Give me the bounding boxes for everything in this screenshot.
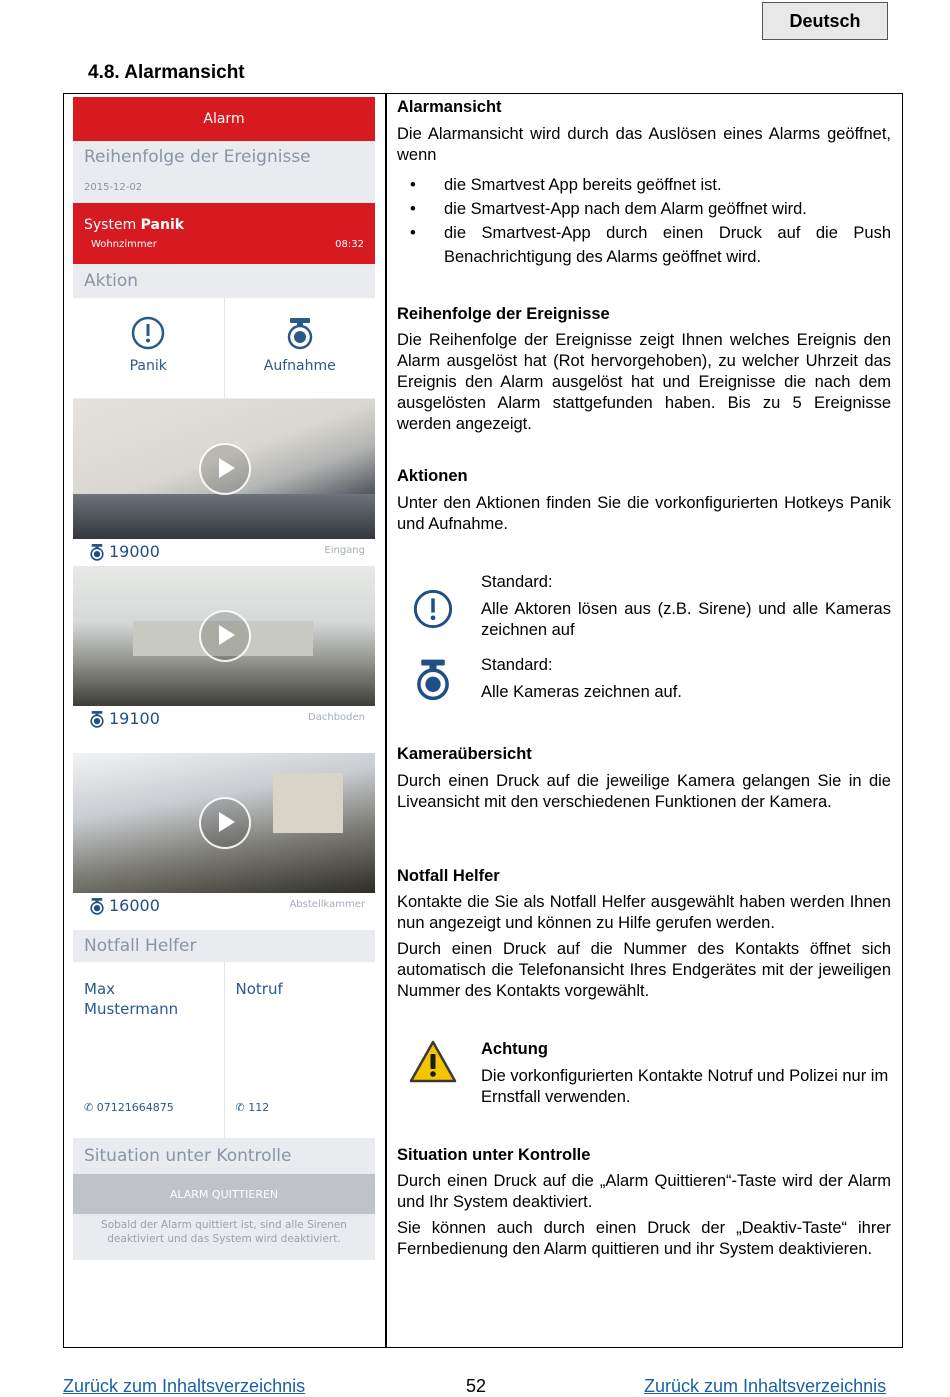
contact-name: Notruf — [235, 980, 283, 998]
section-title: 4.8. Alarmansicht — [88, 62, 245, 83]
warning-body: Die vorkonfigurierten Kontakte Notruf und Polizei nur im Ernstfall verwenden. — [481, 1067, 889, 1106]
phone-icon: ✆ — [235, 1101, 245, 1114]
alarm-bullets — [397, 173, 891, 269]
camera-icon — [88, 709, 106, 729]
alarm-intro: Die Alarmansicht wird durch das Auslösen eines Alarms geöffnet, wenn — [397, 125, 891, 164]
situation-body-1: Durch einen Druck auf die „Alarm Quittieren“-Taste wird der Alarm und Ihr System deaktiviert. — [397, 1172, 891, 1211]
contact-name: Max Mustermann — [84, 980, 179, 1018]
sequence-heading: Reihenfolge der Ereignisse — [397, 305, 610, 323]
page-number: 52 — [466, 1376, 487, 1396]
camera-info-19100[interactable] — [73, 706, 375, 733]
column-divider — [385, 93, 387, 1348]
camera-icon — [283, 316, 317, 350]
camera-heading: Kameraübersicht — [397, 745, 532, 763]
contact-phone-link[interactable]: ✆ 112 — [235, 1101, 270, 1114]
alarm-title-bar: Alarm — [73, 97, 375, 141]
back-to-toc-link-left[interactable]: Zurück zum Inhaltsverzeichnis — [63, 1376, 306, 1396]
contact-phone-link[interactable]: ✆ 07121664875 — [84, 1101, 174, 1114]
alarm-event-row[interactable] — [73, 203, 375, 264]
record-standard-label: Standard: — [481, 656, 553, 674]
camera-info-19000[interactable] — [73, 539, 375, 566]
bullet-item: • die Smartvest App bereits geöffnet ist. — [397, 173, 891, 197]
helper-body-1: Kontakte die Sie als Notfall Helfer ausgewählt haben werden Ihnen nun angezeigt und können zu Hilfe gerufen werden. — [397, 893, 891, 932]
bullet-item: • die Smartvest-App nach dem Alarm geöffnet wird. — [397, 197, 891, 221]
event-title: System Panik — [84, 217, 185, 233]
event-time: 08:32 — [335, 239, 364, 250]
camera-icon — [88, 542, 106, 562]
actions-heading: Aktionen — [397, 467, 468, 485]
ack-note: Sobald der Alarm quittiert ist, sind alle Sirenen deaktiviert und das System wird deaktiviert. — [73, 1214, 375, 1260]
panik-standard-label: Standard: — [481, 573, 553, 591]
alarm-heading: Alarmansicht — [397, 98, 502, 116]
alarm-screen-mockup — [73, 97, 375, 1260]
panik-standard-desc: Alle Aktoren lösen aus (z.B. Sirene) und alle Kameras zeichnen auf — [481, 600, 891, 639]
panik-label: Panik — [129, 358, 167, 374]
sequence-header: Reihenfolge der Ereignisse — [73, 141, 375, 175]
camera-scene — [73, 494, 375, 539]
play-icon[interactable] — [199, 797, 251, 849]
camera-scene — [273, 773, 343, 833]
action-header: Aktion — [73, 264, 375, 298]
event-room: Wohnzimmer — [91, 239, 157, 250]
helper-heading: Notfall Helfer — [397, 867, 500, 885]
camera-number: 16000 — [109, 896, 160, 915]
actions-body: Unter den Aktionen finden Sie die vorkonfigurierten Hotkeys Panik und Aufnahme. — [397, 494, 891, 533]
event-date: 2015-12-02 — [73, 175, 375, 203]
language-badge: Deutsch — [762, 2, 888, 40]
camera-number: 19100 — [109, 709, 160, 728]
situation-body-2: Sie können auch durch einen Druck der „Deaktiv-Taste“ ihrer Fernbedienung den Alarm quittieren und ihr System deaktivieren. — [397, 1219, 891, 1258]
camera-icon — [88, 896, 106, 916]
warning-heading: Achtung — [481, 1040, 548, 1058]
camera-location: Abstellkammer — [289, 899, 365, 910]
camera-preview-19100[interactable] — [73, 566, 375, 706]
camera-preview-16000[interactable] — [73, 753, 375, 893]
helper-contacts — [73, 962, 375, 1138]
action-buttons — [73, 298, 375, 399]
situation-heading: Situation unter Kontrolle — [397, 1146, 591, 1164]
camera-icon — [413, 657, 453, 701]
camera-location: Dachboden — [308, 712, 365, 723]
exclamation-circle-icon — [131, 316, 165, 350]
record-standard-desc: Alle Kameras zeichnen auf. — [481, 683, 682, 701]
camera-preview-19000[interactable] — [73, 399, 375, 539]
alarm-quittieren-button[interactable]: ALARM QUITTIEREN — [73, 1174, 375, 1214]
phone-icon: ✆ — [84, 1101, 94, 1114]
camera-location: Eingang — [324, 545, 365, 556]
warning-icon — [408, 1039, 458, 1085]
contact-max — [73, 962, 224, 1138]
helper-header: Notfall Helfer — [73, 930, 375, 962]
aufnahme-button[interactable] — [224, 298, 376, 398]
situation-header: Situation unter Kontrolle — [73, 1138, 375, 1174]
play-icon[interactable] — [199, 443, 251, 495]
exclamation-circle-icon — [413, 589, 453, 629]
back-to-toc-link-right[interactable]: Zurück zum Inhaltsverzeichnis — [644, 1376, 887, 1396]
aufnahme-label: Aufnahme — [263, 358, 336, 374]
sequence-body: Die Reihenfolge der Ereignisse zeigt Ihnen welches Ereignis den Alarm ausgelöst hat (Rot hervorgehoben), zu welcher Uhrzeit das Ereignis den Alarm ausgelöst hat und Ereignisse die nach dem ausgelösten Alarm stattgefunden haben. Bis zu 5 Ereignisse werden angezeigt. — [397, 331, 891, 433]
bullet-item: • die Smartvest-App durch einen Druck auf die Push Benachrichtigung des Alarms geöffnet wird. — [397, 221, 891, 269]
camera-body: Durch einen Druck auf die jeweilige Kamera gelangen Sie in die Liveansicht mit den verschiedenen Funktionen der Kamera. — [397, 772, 891, 811]
camera-info-16000[interactable] — [73, 893, 375, 920]
contact-notruf — [224, 962, 376, 1138]
play-icon[interactable] — [199, 610, 251, 662]
camera-number: 19000 — [109, 542, 160, 561]
panik-button[interactable] — [73, 298, 224, 398]
helper-body-2: Durch einen Druck auf die Nummer des Kontakts öffnet sich automatisch die Telefonansicht Ihres Endgerätes mit der jeweiligen Nummer des Kontakts vorgewählt. — [397, 940, 891, 1000]
